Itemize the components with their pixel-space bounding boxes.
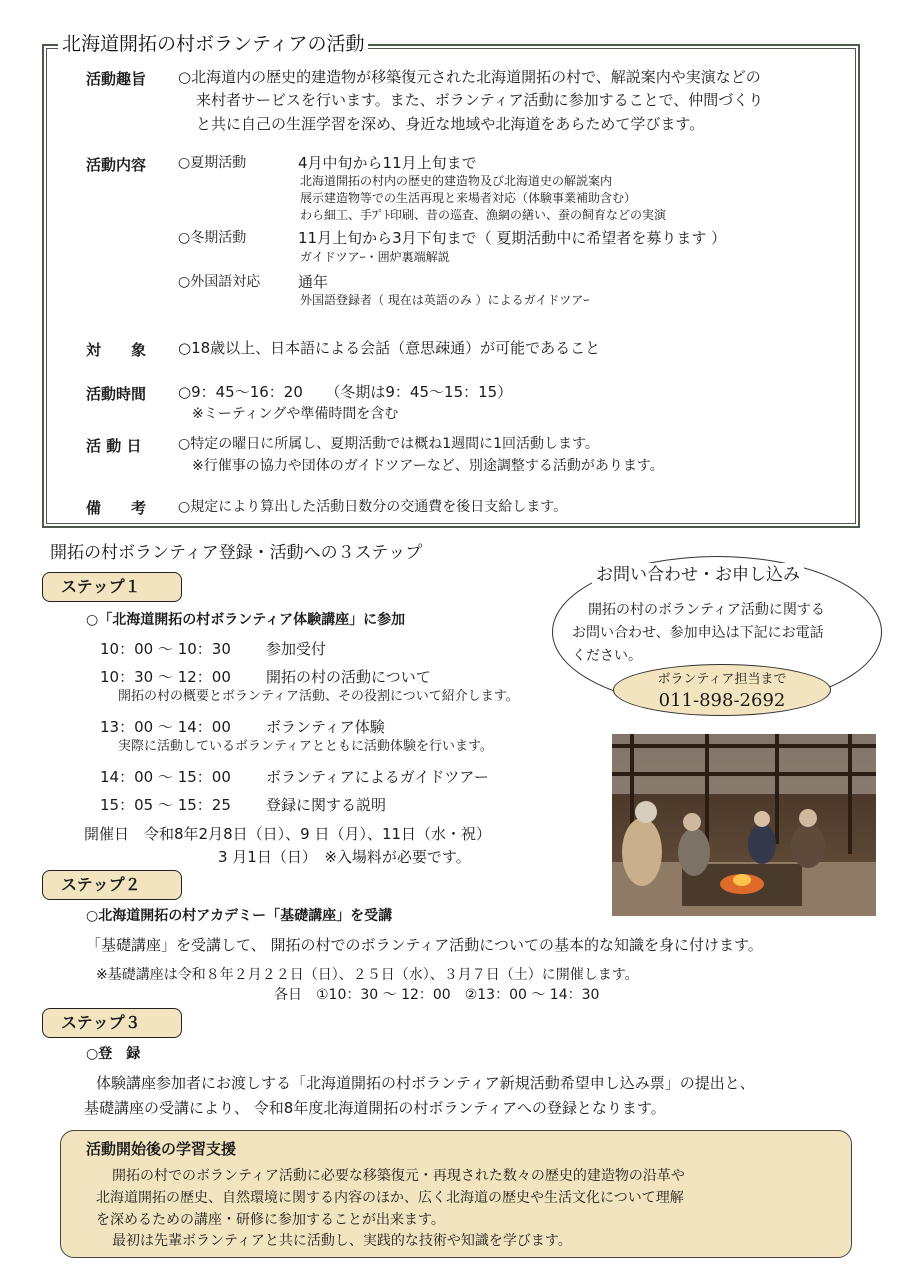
step1-time-1: 10：00 ～ 10：30 bbox=[100, 640, 231, 658]
step1-title: ○「北海道開拓の村ボランティア体験講座」に参加 bbox=[86, 612, 406, 628]
hours-note: ※ミーティングや準備時間を含む bbox=[192, 406, 399, 422]
remarks-text: ○規定により算出した活動日数分の交通費を後日支給します。 bbox=[178, 499, 568, 515]
step2-note1: ※基礎講座は令和８年２月２２日（日）、２５日（水）、３月７日（土）に開催します。 bbox=[96, 967, 639, 983]
support-line-3: を深めるための講座・研修に参加することが出来ます。 bbox=[96, 1212, 445, 1228]
target-text: ○18歳以上、日本語による会話（意思疎通）が可能であること bbox=[178, 339, 601, 357]
hours-text: ○9：45～16：20 （冬期は9：45～15：15） bbox=[178, 383, 513, 401]
step1-time-5: 15：05 ～ 15：25 bbox=[100, 796, 231, 814]
step1-desc-2: 開拓の村の活動について bbox=[266, 668, 431, 686]
step3-badge: ステップ３ bbox=[42, 1008, 182, 1038]
summer-period: 4月中旬から11月上旬まで bbox=[298, 154, 477, 172]
target-label: 対 象 bbox=[86, 341, 147, 359]
winter-name: ○冬期活動 bbox=[178, 230, 247, 246]
winter-period: 11月上旬から3月下旬まで（ 夏期活動中に希望者を募ります ） bbox=[298, 229, 727, 247]
summer-detail-2: 展示建造物等での生活再現と来場者対応（体験事業補助含む） bbox=[300, 191, 637, 205]
step3-title: ○登 録 bbox=[86, 1046, 141, 1062]
contact-title: お問い合わせ・お申し込み bbox=[592, 563, 804, 587]
days-label: 活 動 日 bbox=[86, 437, 142, 455]
summer-detail-1: 北海道開拓の村内の歴史的建造物及び北海道史の解説案内 bbox=[300, 174, 613, 188]
support-line-4: 最初は先輩ボランティアと共に活動し、実践的な技術や知識を学びます。 bbox=[112, 1233, 572, 1249]
contact-line-3: ください。 bbox=[572, 648, 642, 664]
days-note: ※行催事の協力や団体のガイドツアーなど、別途調整する活動があります。 bbox=[192, 458, 664, 474]
step1-time-4: 14：00 ～ 15：00 bbox=[100, 768, 231, 786]
step3-line1: 体験講座参加者にお渡しする「北海道開拓の村ボランティア新規活動希望申し込み票」の提出と、 bbox=[96, 1074, 755, 1092]
activities-title: 北海道開拓の村ボランティアの活動 bbox=[58, 32, 368, 56]
step1-desc-3: ボランティア体験 bbox=[266, 718, 385, 736]
steps-heading: 開拓の村ボランティア登録・活動への３ステップ bbox=[50, 543, 423, 563]
foreign-detail: 外国語登録者（ 現在は英語のみ ）によるガイドツアｰ bbox=[300, 293, 590, 307]
support-line-2: 北海道開拓の歴史、自然環境に関する内容のほか、広く北海道の歴史や生活文化について理解 bbox=[96, 1190, 684, 1206]
support-line-1: 開拓の村でのボランティア活動に必要な移築復元・再現された数々の歴史的建造物の沿革や bbox=[112, 1168, 685, 1184]
step1-dates-line1: 開催日 令和8年2月8日（日）、9 日（月）、11日（水・祝） bbox=[84, 825, 492, 843]
step1-sub-3: 実際に活動しているボランティアとともに活動体験を行います。 bbox=[118, 739, 493, 754]
content-label: 活動内容 bbox=[86, 156, 147, 174]
remarks-label: 備 考 bbox=[86, 499, 147, 517]
step1-time-2: 10：30 ～ 12：00 bbox=[100, 668, 231, 686]
phone-label: ボランティア担当まで bbox=[657, 672, 787, 687]
step1-dates-line2: 3 月1日（日） ※入場料が必要です。 bbox=[218, 848, 471, 866]
volunteer-photo-illustration bbox=[612, 734, 876, 916]
support-title: 活動開始後の学習支援 bbox=[86, 1140, 237, 1158]
purpose-label: 活動趣旨 bbox=[86, 70, 147, 88]
step1-badge: ステップ１ bbox=[42, 572, 182, 602]
volunteer-photo bbox=[612, 734, 876, 916]
contact-line-1: 開拓の村のボランティア活動に関する bbox=[588, 602, 825, 618]
step1-desc-5: 登録に関する説明 bbox=[266, 796, 387, 814]
contact-line-2: お問い合わせ、参加申込は下記にお電話 bbox=[572, 625, 824, 641]
step2-text: 「基礎講座」を受講して、 開拓の村でのボランティア活動についての基本的な知識を身に付けます。 bbox=[86, 936, 763, 954]
hours-label: 活動時間 bbox=[86, 385, 147, 403]
step1-desc-1: 参加受付 bbox=[266, 640, 327, 658]
summer-name: ○夏期活動 bbox=[178, 155, 247, 171]
days-text: ○特定の曜日に所属し、夏期活動では概ね1週間に1回活動します。 bbox=[178, 436, 599, 452]
step2-title: ○北海道開拓の村アカデミー「基礎講座」を受講 bbox=[86, 908, 393, 924]
step2-note2: 各日 ①10：30 ～ 12：00 ②13：00 ～ 14：30 bbox=[274, 987, 600, 1003]
step1-sub-2: 開拓の村の概要とボランティア活動、その役割について紹介します。 bbox=[118, 689, 519, 704]
foreign-name: ○外国語対応 bbox=[178, 274, 261, 290]
winter-detail: ガイドツアｰ・囲炉裏端解説 bbox=[300, 250, 450, 264]
phone-number[interactable]: 011-898-2692 bbox=[658, 690, 786, 711]
purpose-line-2: 来村者サービスを行います。また、ボランティア活動に参加することで、仲間づくり bbox=[196, 91, 764, 109]
step3-line2: 基礎講座の受講により、 令和8年度北海道開拓の村ボランティアへの登録となります。 bbox=[84, 1099, 666, 1117]
step1-desc-4: ボランティアによるガイドツアー bbox=[266, 768, 489, 786]
purpose-line-3: と共に自己の生涯学習を深め、身近な地域や北海道をあらためて学びます。 bbox=[196, 115, 705, 133]
step2-badge: ステップ２ bbox=[42, 870, 182, 900]
foreign-period: 通年 bbox=[298, 273, 329, 291]
purpose-line-1: ○北海道内の歴史的建造物が移築復元された北海道開拓の村で、解説案内や実演などの bbox=[178, 68, 761, 86]
summer-detail-3: わら細工、手ﾌﾟﾄ印刷、昔の巡査、漁網の繕い、蚕の飼育などの実演 bbox=[300, 208, 667, 222]
step1-time-3: 13：00 ～ 14：00 bbox=[100, 718, 231, 736]
